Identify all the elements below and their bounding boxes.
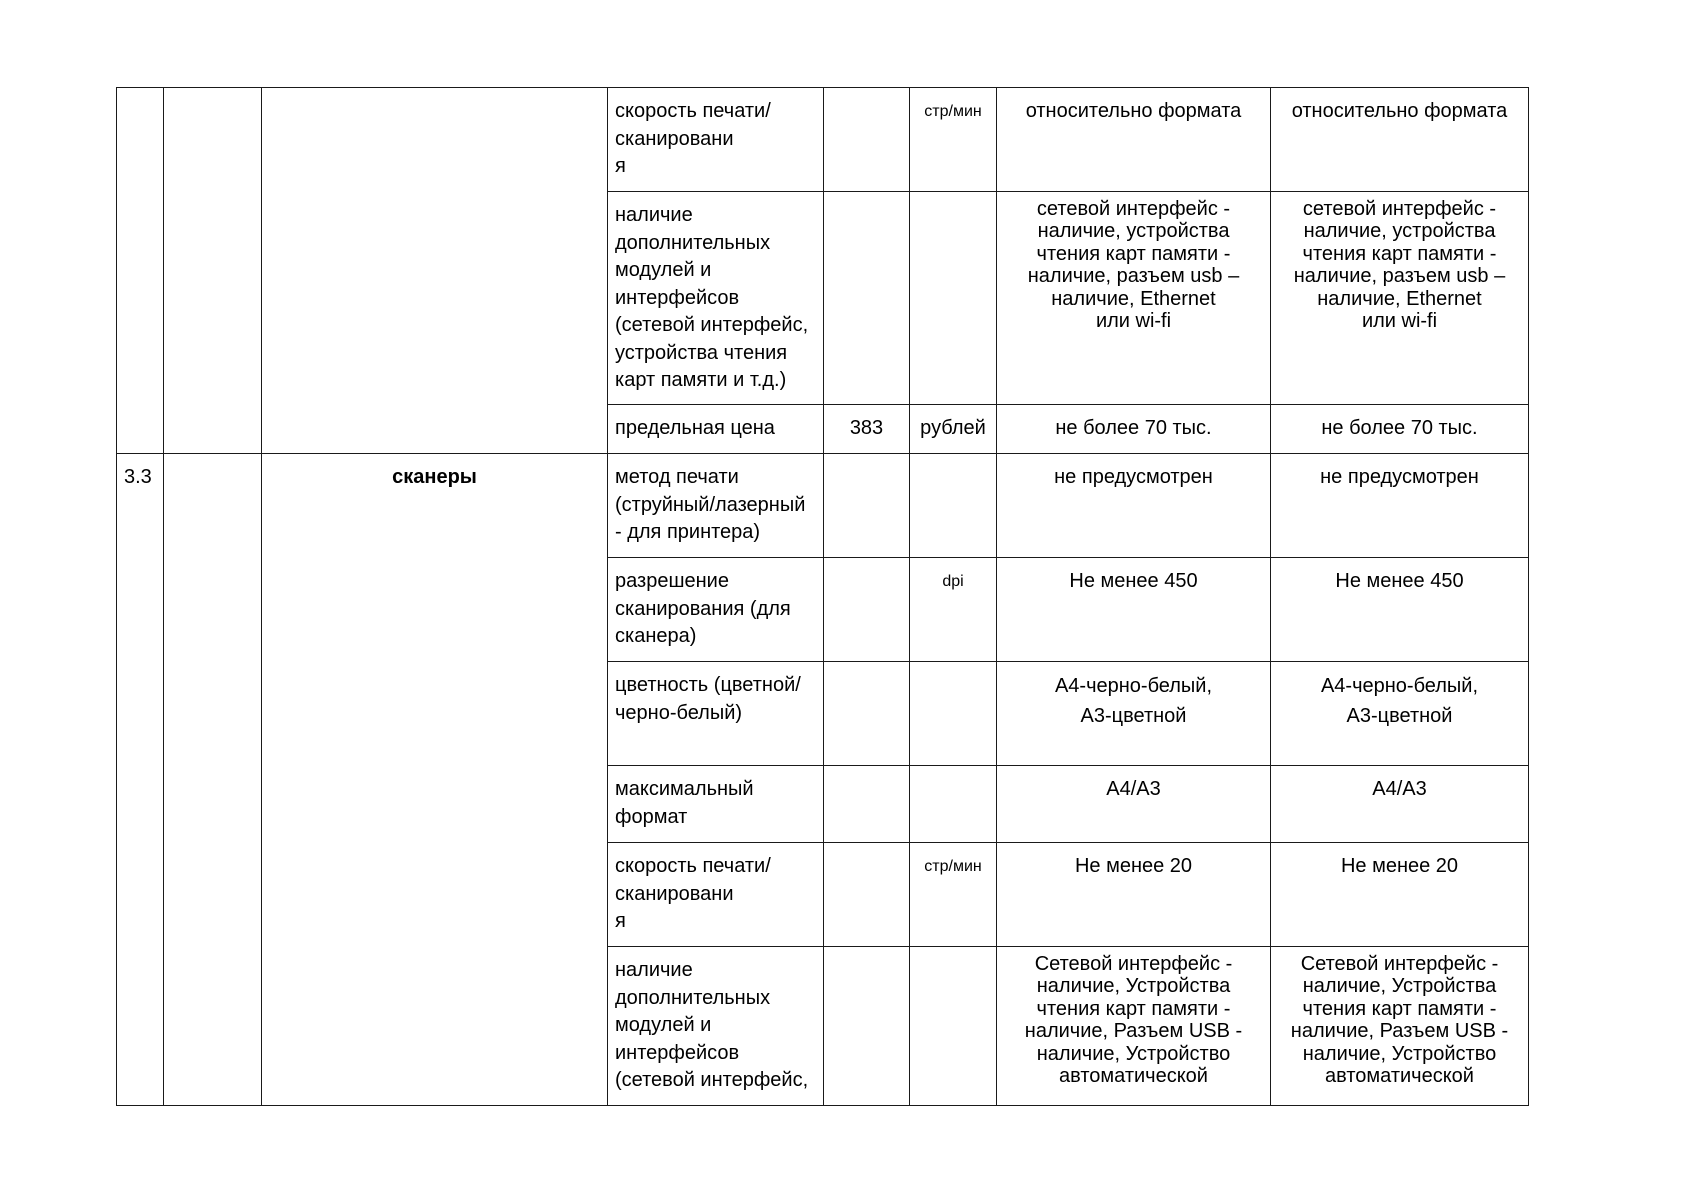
unit-cell	[910, 454, 997, 558]
unit-cell	[910, 766, 997, 843]
value-cell-2: Не менее 20	[1271, 843, 1529, 947]
amount-cell	[824, 947, 910, 1106]
amount-cell	[824, 662, 910, 766]
amount-cell	[824, 88, 910, 192]
value-cell-2: А4-черно-белый, А3-цветной	[1271, 662, 1529, 766]
value-cell-1: Сетевой интерфейс - наличие, Устройства чтения карт памяти - наличие, Разъем USB - наличие, Устройство автоматической	[997, 947, 1271, 1106]
table-row	[117, 454, 1529, 558]
category-cell	[262, 88, 608, 454]
parameter-cell: наличие дополнительных модулей и интерфейсов (сетевой интерфейс,	[608, 947, 824, 1106]
value-cell-1: А4-черно-белый, А3-цветной	[997, 662, 1271, 766]
unit-cell: рублей	[910, 405, 997, 454]
amount-cell	[824, 454, 910, 558]
amount-cell	[824, 558, 910, 662]
code-cell	[164, 454, 262, 1106]
value-cell-1: относительно формата	[997, 88, 1271, 192]
value-cell-1: не более 70 тыс.	[997, 405, 1271, 454]
category-cell: сканеры	[262, 454, 608, 1106]
amount-cell	[824, 766, 910, 843]
amount-cell	[824, 192, 910, 405]
code-cell	[164, 88, 262, 454]
value-cell-1: Не менее 20	[997, 843, 1271, 947]
parameter-cell: скорость печати/сканировани я	[608, 843, 824, 947]
value-cell-1: сетевой интерфейс - наличие, устройства чтения карт памяти - наличие, разъем usb – наличие, Ethernet или wi-fi	[997, 192, 1271, 405]
value-cell-1: А4/А3	[997, 766, 1271, 843]
parameter-cell: предельная цена	[608, 405, 824, 454]
value-cell-2: Сетевой интерфейс - наличие, Устройства чтения карт памяти - наличие, Разъем USB - наличие, Устройство автоматической	[1271, 947, 1529, 1106]
parameter-cell: метод печати (струйный/лазерный - для принтера)	[608, 454, 824, 558]
unit-cell: стр/мин	[910, 88, 997, 192]
value-cell-2: не предусмотрен	[1271, 454, 1529, 558]
value-cell-2: сетевой интерфейс - наличие, устройства чтения карт памяти - наличие, разъем usb – наличие, Ethernet или wi-fi	[1271, 192, 1529, 405]
value-cell-1: не предусмотрен	[997, 454, 1271, 558]
table-row	[117, 88, 1529, 192]
unit-cell	[910, 192, 997, 405]
unit-cell: стр/мин	[910, 843, 997, 947]
parameter-cell: разрешение сканирования (для сканера)	[608, 558, 824, 662]
value-cell-1: Не менее 450	[997, 558, 1271, 662]
value-cell-2: не более 70 тыс.	[1271, 405, 1529, 454]
unit-cell	[910, 662, 997, 766]
specification-table	[116, 87, 1529, 1106]
item-number-cell: 3.3	[117, 454, 164, 1106]
item-number-cell	[117, 88, 164, 454]
parameter-cell: цветность (цветной/черно-белый)	[608, 662, 824, 766]
value-cell-2: Не менее 450	[1271, 558, 1529, 662]
parameter-cell: наличие дополнительных модулей и интерфейсов (сетевой интерфейс, устройства чтения карт памяти и т.д.)	[608, 192, 824, 405]
unit-cell: dpi	[910, 558, 997, 662]
parameter-cell: скорость печати/сканировани я	[608, 88, 824, 192]
unit-cell	[910, 947, 997, 1106]
parameter-cell: максимальный формат	[608, 766, 824, 843]
value-cell-2: А4/А3	[1271, 766, 1529, 843]
amount-cell: 383	[824, 405, 910, 454]
value-cell-2: относительно формата	[1271, 88, 1529, 192]
amount-cell	[824, 843, 910, 947]
